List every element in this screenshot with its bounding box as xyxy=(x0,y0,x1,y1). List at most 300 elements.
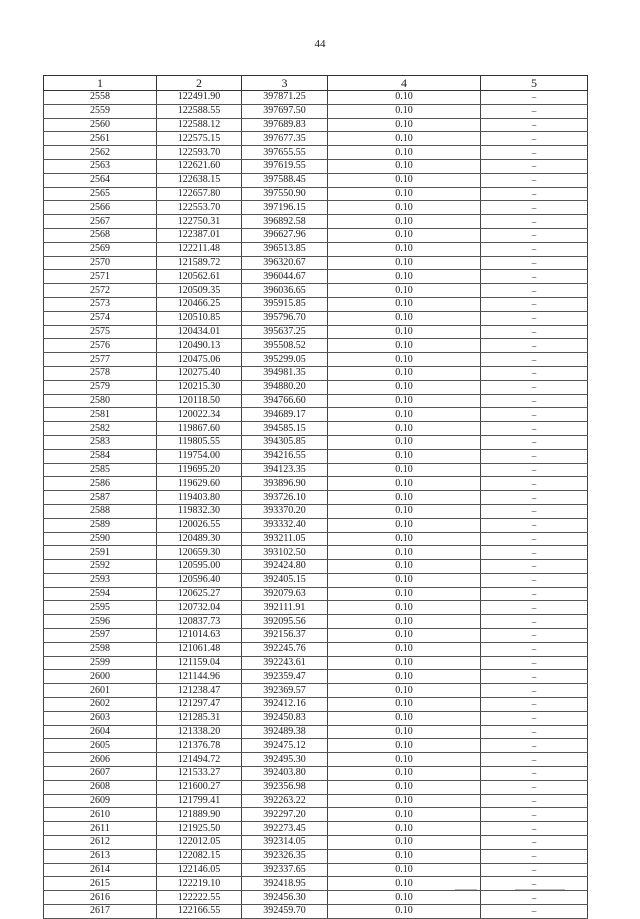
point-number-cell: 2604 xyxy=(44,725,157,739)
note-cell: – xyxy=(481,491,588,505)
point-number-cell: 2561 xyxy=(44,132,157,146)
table-row xyxy=(44,366,588,380)
x-coordinate-cell: 119629.60 xyxy=(157,477,242,491)
y-coordinate-cell: 392337.65 xyxy=(242,863,328,877)
table-row xyxy=(44,849,588,863)
accuracy-cell: 0.10 xyxy=(328,215,481,229)
point-number-cell: 2615 xyxy=(44,877,157,891)
x-coordinate-cell: 120022.34 xyxy=(157,408,242,422)
note-cell: – xyxy=(481,284,588,298)
note-cell: – xyxy=(481,132,588,146)
point-number-cell: 2588 xyxy=(44,504,157,518)
table-row xyxy=(44,146,588,160)
note-cell: – xyxy=(481,642,588,656)
accuracy-cell: 0.10 xyxy=(328,794,481,808)
x-coordinate-cell: 122657.80 xyxy=(157,187,242,201)
table-row xyxy=(44,698,588,712)
accuracy-cell: 0.10 xyxy=(328,491,481,505)
accuracy-cell: 0.10 xyxy=(328,394,481,408)
accuracy-cell: 0.10 xyxy=(328,836,481,850)
accuracy-cell: 0.10 xyxy=(328,435,481,449)
y-coordinate-cell: 392095.56 xyxy=(242,615,328,629)
point-number-cell: 2565 xyxy=(44,187,157,201)
x-coordinate-cell: 120659.30 xyxy=(157,546,242,560)
note-cell: – xyxy=(481,504,588,518)
y-coordinate-cell: 392314.05 xyxy=(242,836,328,850)
point-number-cell: 2611 xyxy=(44,822,157,836)
x-coordinate-cell: 120489.30 xyxy=(157,532,242,546)
note-cell: – xyxy=(481,725,588,739)
x-coordinate-cell: 120466.25 xyxy=(157,297,242,311)
table-row xyxy=(44,573,588,587)
table-row xyxy=(44,767,588,781)
table-row xyxy=(44,684,588,698)
note-cell: – xyxy=(481,698,588,712)
point-number-cell: 2607 xyxy=(44,767,157,781)
y-coordinate-cell: 394216.55 xyxy=(242,449,328,463)
accuracy-cell: 0.10 xyxy=(328,698,481,712)
note-cell: – xyxy=(481,905,588,919)
accuracy-cell: 0.10 xyxy=(328,380,481,394)
y-coordinate-cell: 394305.85 xyxy=(242,435,328,449)
table-row xyxy=(44,560,588,574)
point-number-cell: 2616 xyxy=(44,891,157,905)
table-body xyxy=(44,91,588,919)
point-number-cell: 2582 xyxy=(44,422,157,436)
point-number-cell: 2564 xyxy=(44,173,157,187)
accuracy-cell: 0.10 xyxy=(328,463,481,477)
point-number-cell: 2596 xyxy=(44,615,157,629)
table-row xyxy=(44,118,588,132)
accuracy-cell: 0.10 xyxy=(328,601,481,615)
accuracy-cell: 0.10 xyxy=(328,780,481,794)
note-cell: – xyxy=(481,615,588,629)
y-coordinate-cell: 392359.47 xyxy=(242,670,328,684)
x-coordinate-cell: 119867.60 xyxy=(157,422,242,436)
accuracy-cell: 0.10 xyxy=(328,118,481,132)
accuracy-cell: 0.10 xyxy=(328,284,481,298)
x-coordinate-cell: 120732.04 xyxy=(157,601,242,615)
note-cell: – xyxy=(481,463,588,477)
y-coordinate-cell: 392111.91 xyxy=(242,601,328,615)
point-number-cell: 2614 xyxy=(44,863,157,877)
x-coordinate-cell: 122575.15 xyxy=(157,132,242,146)
column-header-4: 4 xyxy=(328,76,481,91)
table-row xyxy=(44,532,588,546)
accuracy-cell: 0.10 xyxy=(328,615,481,629)
table-row xyxy=(44,836,588,850)
note-cell: – xyxy=(481,587,588,601)
point-number-cell: 2579 xyxy=(44,380,157,394)
table-row xyxy=(44,435,588,449)
x-coordinate-cell: 121014.63 xyxy=(157,629,242,643)
note-cell: – xyxy=(481,780,588,794)
x-coordinate-cell: 121799.41 xyxy=(157,794,242,808)
accuracy-cell: 0.10 xyxy=(328,753,481,767)
x-coordinate-cell: 120475.06 xyxy=(157,353,242,367)
accuracy-cell: 0.10 xyxy=(328,449,481,463)
y-coordinate-cell: 394766.60 xyxy=(242,394,328,408)
table-row xyxy=(44,449,588,463)
accuracy-cell: 0.10 xyxy=(328,587,481,601)
x-coordinate-cell: 122222.55 xyxy=(157,891,242,905)
y-coordinate-cell: 392456.30 xyxy=(242,891,328,905)
x-coordinate-cell: 119403.80 xyxy=(157,491,242,505)
y-coordinate-cell: 397655.55 xyxy=(242,146,328,160)
y-coordinate-cell: 393896.90 xyxy=(242,477,328,491)
x-coordinate-cell: 119832.30 xyxy=(157,504,242,518)
table-row xyxy=(44,408,588,422)
note-cell: – xyxy=(481,242,588,256)
table-row xyxy=(44,794,588,808)
table-header xyxy=(44,76,588,91)
note-cell: – xyxy=(481,877,588,891)
note-cell: – xyxy=(481,339,588,353)
point-number-cell: 2599 xyxy=(44,656,157,670)
note-cell: – xyxy=(481,753,588,767)
y-coordinate-cell: 397588.45 xyxy=(242,173,328,187)
x-coordinate-cell: 122588.55 xyxy=(157,104,242,118)
y-coordinate-cell: 392297.20 xyxy=(242,808,328,822)
point-number-cell: 2576 xyxy=(44,339,157,353)
header-row xyxy=(44,76,588,91)
y-coordinate-cell: 392403.80 xyxy=(242,767,328,781)
accuracy-cell: 0.10 xyxy=(328,242,481,256)
table-row xyxy=(44,380,588,394)
table-row xyxy=(44,91,588,105)
table-row xyxy=(44,711,588,725)
table-row xyxy=(44,228,588,242)
column-header-2: 2 xyxy=(157,76,242,91)
accuracy-cell: 0.10 xyxy=(328,256,481,270)
note-cell: – xyxy=(481,256,588,270)
accuracy-cell: 0.10 xyxy=(328,711,481,725)
note-cell: – xyxy=(481,408,588,422)
y-coordinate-cell: 392369.57 xyxy=(242,684,328,698)
note-cell: – xyxy=(481,394,588,408)
y-coordinate-cell: 395915.85 xyxy=(242,297,328,311)
table-row xyxy=(44,725,588,739)
accuracy-cell: 0.10 xyxy=(328,159,481,173)
table-row xyxy=(44,504,588,518)
y-coordinate-cell: 392495.30 xyxy=(242,753,328,767)
y-coordinate-cell: 397550.90 xyxy=(242,187,328,201)
x-coordinate-cell: 120595.00 xyxy=(157,560,242,574)
table-row xyxy=(44,822,588,836)
x-coordinate-cell: 122146.05 xyxy=(157,863,242,877)
x-coordinate-cell: 120215.30 xyxy=(157,380,242,394)
point-number-cell: 2594 xyxy=(44,587,157,601)
note-cell: – xyxy=(481,118,588,132)
point-number-cell: 2610 xyxy=(44,808,157,822)
y-coordinate-cell: 396036.65 xyxy=(242,284,328,298)
table-row xyxy=(44,159,588,173)
y-coordinate-cell: 392405.15 xyxy=(242,573,328,587)
accuracy-cell: 0.10 xyxy=(328,656,481,670)
x-coordinate-cell: 120490.13 xyxy=(157,339,242,353)
y-coordinate-cell: 395508.52 xyxy=(242,339,328,353)
note-cell: – xyxy=(481,146,588,160)
note-cell: – xyxy=(481,822,588,836)
y-coordinate-cell: 397697.50 xyxy=(242,104,328,118)
point-number-cell: 2578 xyxy=(44,366,157,380)
note-cell: – xyxy=(481,477,588,491)
y-coordinate-cell: 392450.83 xyxy=(242,711,328,725)
note-cell: – xyxy=(481,808,588,822)
x-coordinate-cell: 122553.70 xyxy=(157,201,242,215)
x-coordinate-cell: 122491.90 xyxy=(157,91,242,105)
point-number-cell: 2598 xyxy=(44,642,157,656)
y-coordinate-cell: 395299.05 xyxy=(242,353,328,367)
point-number-cell: 2568 xyxy=(44,228,157,242)
note-cell: – xyxy=(481,518,588,532)
note-cell: – xyxy=(481,767,588,781)
note-cell: – xyxy=(481,159,588,173)
y-coordinate-cell: 394123.35 xyxy=(242,463,328,477)
point-number-cell: 2560 xyxy=(44,118,157,132)
y-coordinate-cell: 392245.76 xyxy=(242,642,328,656)
table-row xyxy=(44,104,588,118)
accuracy-cell: 0.10 xyxy=(328,905,481,919)
accuracy-cell: 0.10 xyxy=(328,573,481,587)
accuracy-cell: 0.10 xyxy=(328,270,481,284)
note-cell: – xyxy=(481,794,588,808)
x-coordinate-cell: 121159.04 xyxy=(157,656,242,670)
point-number-cell: 2609 xyxy=(44,794,157,808)
accuracy-cell: 0.10 xyxy=(328,104,481,118)
point-number-cell: 2563 xyxy=(44,159,157,173)
accuracy-cell: 0.10 xyxy=(328,849,481,863)
note-cell: – xyxy=(481,670,588,684)
point-number-cell: 2570 xyxy=(44,256,157,270)
note-cell: – xyxy=(481,325,588,339)
x-coordinate-cell: 122219.10 xyxy=(157,877,242,891)
point-number-cell: 2597 xyxy=(44,629,157,643)
table-row xyxy=(44,215,588,229)
point-number-cell: 2601 xyxy=(44,684,157,698)
y-coordinate-cell: 394585.15 xyxy=(242,422,328,436)
y-coordinate-cell: 392356.98 xyxy=(242,780,328,794)
page-number: 44 xyxy=(314,38,326,50)
y-coordinate-cell: 397689.83 xyxy=(242,118,328,132)
y-coordinate-cell: 393726.10 xyxy=(242,491,328,505)
accuracy-cell: 0.10 xyxy=(328,132,481,146)
point-number-cell: 2571 xyxy=(44,270,157,284)
x-coordinate-cell: 121144.96 xyxy=(157,670,242,684)
y-coordinate-cell: 396627.96 xyxy=(242,228,328,242)
y-coordinate-cell: 392489.38 xyxy=(242,725,328,739)
column-header-3: 3 xyxy=(242,76,328,91)
accuracy-cell: 0.10 xyxy=(328,684,481,698)
x-coordinate-cell: 122750.31 xyxy=(157,215,242,229)
point-number-cell: 2592 xyxy=(44,560,157,574)
y-coordinate-cell: 392243.61 xyxy=(242,656,328,670)
x-coordinate-cell: 120275.40 xyxy=(157,366,242,380)
table-row xyxy=(44,270,588,284)
point-number-cell: 2590 xyxy=(44,532,157,546)
point-number-cell: 2586 xyxy=(44,477,157,491)
accuracy-cell: 0.10 xyxy=(328,228,481,242)
y-coordinate-cell: 395796.70 xyxy=(242,311,328,325)
x-coordinate-cell: 122387.01 xyxy=(157,228,242,242)
table-row xyxy=(44,780,588,794)
note-cell: – xyxy=(481,532,588,546)
point-number-cell: 2602 xyxy=(44,698,157,712)
accuracy-cell: 0.10 xyxy=(328,546,481,560)
table-row xyxy=(44,353,588,367)
point-number-cell: 2584 xyxy=(44,449,157,463)
point-number-cell: 2567 xyxy=(44,215,157,229)
point-number-cell: 2587 xyxy=(44,491,157,505)
x-coordinate-cell: 121061.48 xyxy=(157,642,242,656)
table-row xyxy=(44,587,588,601)
y-coordinate-cell: 393102.50 xyxy=(242,546,328,560)
y-coordinate-cell: 392263.22 xyxy=(242,794,328,808)
note-cell: – xyxy=(481,560,588,574)
accuracy-cell: 0.10 xyxy=(328,187,481,201)
note-cell: – xyxy=(481,215,588,229)
table-row xyxy=(44,863,588,877)
point-number-cell: 2562 xyxy=(44,146,157,160)
note-cell: – xyxy=(481,297,588,311)
note-cell: – xyxy=(481,739,588,753)
note-cell: – xyxy=(481,201,588,215)
table-row xyxy=(44,463,588,477)
y-coordinate-cell: 392475.12 xyxy=(242,739,328,753)
note-cell: – xyxy=(481,711,588,725)
x-coordinate-cell: 121589.72 xyxy=(157,256,242,270)
point-number-cell: 2617 xyxy=(44,905,157,919)
y-coordinate-cell: 394981.35 xyxy=(242,366,328,380)
y-coordinate-cell: 397619.55 xyxy=(242,159,328,173)
x-coordinate-cell: 121338.20 xyxy=(157,725,242,739)
column-header-1: 1 xyxy=(44,76,157,91)
point-number-cell: 2583 xyxy=(44,435,157,449)
y-coordinate-cell: 392418.95 xyxy=(242,877,328,891)
note-cell: – xyxy=(481,353,588,367)
x-coordinate-cell: 121889.90 xyxy=(157,808,242,822)
x-coordinate-cell: 121925.50 xyxy=(157,822,242,836)
y-coordinate-cell: 393370.20 xyxy=(242,504,328,518)
accuracy-cell: 0.10 xyxy=(328,725,481,739)
point-number-cell: 2600 xyxy=(44,670,157,684)
accuracy-cell: 0.10 xyxy=(328,808,481,822)
accuracy-cell: 0.10 xyxy=(328,560,481,574)
note-cell: – xyxy=(481,601,588,615)
table-row xyxy=(44,394,588,408)
point-number-cell: 2613 xyxy=(44,849,157,863)
note-cell: – xyxy=(481,311,588,325)
x-coordinate-cell: 122012.05 xyxy=(157,836,242,850)
x-coordinate-cell: 119754.00 xyxy=(157,449,242,463)
table-row xyxy=(44,615,588,629)
y-coordinate-cell: 393211.05 xyxy=(242,532,328,546)
x-coordinate-cell: 120562.61 xyxy=(157,270,242,284)
note-cell: – xyxy=(481,380,588,394)
x-coordinate-cell: 122638.15 xyxy=(157,173,242,187)
accuracy-cell: 0.10 xyxy=(328,408,481,422)
accuracy-cell: 0.10 xyxy=(328,532,481,546)
scan-footer-marks xyxy=(0,885,640,895)
point-number-cell: 2559 xyxy=(44,104,157,118)
note-cell: – xyxy=(481,849,588,863)
column-header-5: 5 xyxy=(481,76,588,91)
y-coordinate-cell: 396513.85 xyxy=(242,242,328,256)
x-coordinate-cell: 121600.27 xyxy=(157,780,242,794)
table-row xyxy=(44,187,588,201)
y-coordinate-cell: 396320.67 xyxy=(242,256,328,270)
y-coordinate-cell: 396892.58 xyxy=(242,215,328,229)
x-coordinate-cell: 121238.47 xyxy=(157,684,242,698)
x-coordinate-cell: 119695.20 xyxy=(157,463,242,477)
point-number-cell: 2572 xyxy=(44,284,157,298)
point-number-cell: 2589 xyxy=(44,518,157,532)
table-row xyxy=(44,518,588,532)
point-number-cell: 2593 xyxy=(44,573,157,587)
accuracy-cell: 0.10 xyxy=(328,366,481,380)
note-cell: – xyxy=(481,449,588,463)
table-row xyxy=(44,670,588,684)
table-row xyxy=(44,325,588,339)
note-cell: – xyxy=(481,187,588,201)
table-row xyxy=(44,284,588,298)
table-row xyxy=(44,297,588,311)
accuracy-cell: 0.10 xyxy=(328,504,481,518)
point-number-cell: 2573 xyxy=(44,297,157,311)
note-cell: – xyxy=(481,104,588,118)
x-coordinate-cell: 120509.35 xyxy=(157,284,242,298)
x-coordinate-cell: 122593.70 xyxy=(157,146,242,160)
accuracy-cell: 0.10 xyxy=(328,91,481,105)
table-row xyxy=(44,242,588,256)
point-number-cell: 2606 xyxy=(44,753,157,767)
accuracy-cell: 0.10 xyxy=(328,297,481,311)
table-row xyxy=(44,629,588,643)
x-coordinate-cell: 122621.60 xyxy=(157,159,242,173)
accuracy-cell: 0.10 xyxy=(328,325,481,339)
y-coordinate-cell: 392079.63 xyxy=(242,587,328,601)
accuracy-cell: 0.10 xyxy=(328,146,481,160)
accuracy-cell: 0.10 xyxy=(328,518,481,532)
note-cell: – xyxy=(481,228,588,242)
accuracy-cell: 0.10 xyxy=(328,173,481,187)
accuracy-cell: 0.10 xyxy=(328,422,481,436)
y-coordinate-cell: 392326.35 xyxy=(242,849,328,863)
accuracy-cell: 0.10 xyxy=(328,477,481,491)
accuracy-cell: 0.10 xyxy=(328,822,481,836)
note-cell: – xyxy=(481,270,588,284)
accuracy-cell: 0.10 xyxy=(328,201,481,215)
y-coordinate-cell: 394689.17 xyxy=(242,408,328,422)
note-cell: – xyxy=(481,891,588,905)
x-coordinate-cell: 120026.55 xyxy=(157,518,242,532)
y-coordinate-cell: 396044.67 xyxy=(242,270,328,284)
x-coordinate-cell: 122588.12 xyxy=(157,118,242,132)
point-number-cell: 2603 xyxy=(44,711,157,725)
point-number-cell: 2612 xyxy=(44,836,157,850)
table-row xyxy=(44,173,588,187)
point-number-cell: 2591 xyxy=(44,546,157,560)
accuracy-cell: 0.10 xyxy=(328,353,481,367)
x-coordinate-cell: 122082.15 xyxy=(157,849,242,863)
y-coordinate-cell: 397196.15 xyxy=(242,201,328,215)
note-cell: – xyxy=(481,863,588,877)
y-coordinate-cell: 392412.16 xyxy=(242,698,328,712)
accuracy-cell: 0.10 xyxy=(328,629,481,643)
x-coordinate-cell: 120434.01 xyxy=(157,325,242,339)
y-coordinate-cell: 397677.35 xyxy=(242,132,328,146)
point-number-cell: 2605 xyxy=(44,739,157,753)
